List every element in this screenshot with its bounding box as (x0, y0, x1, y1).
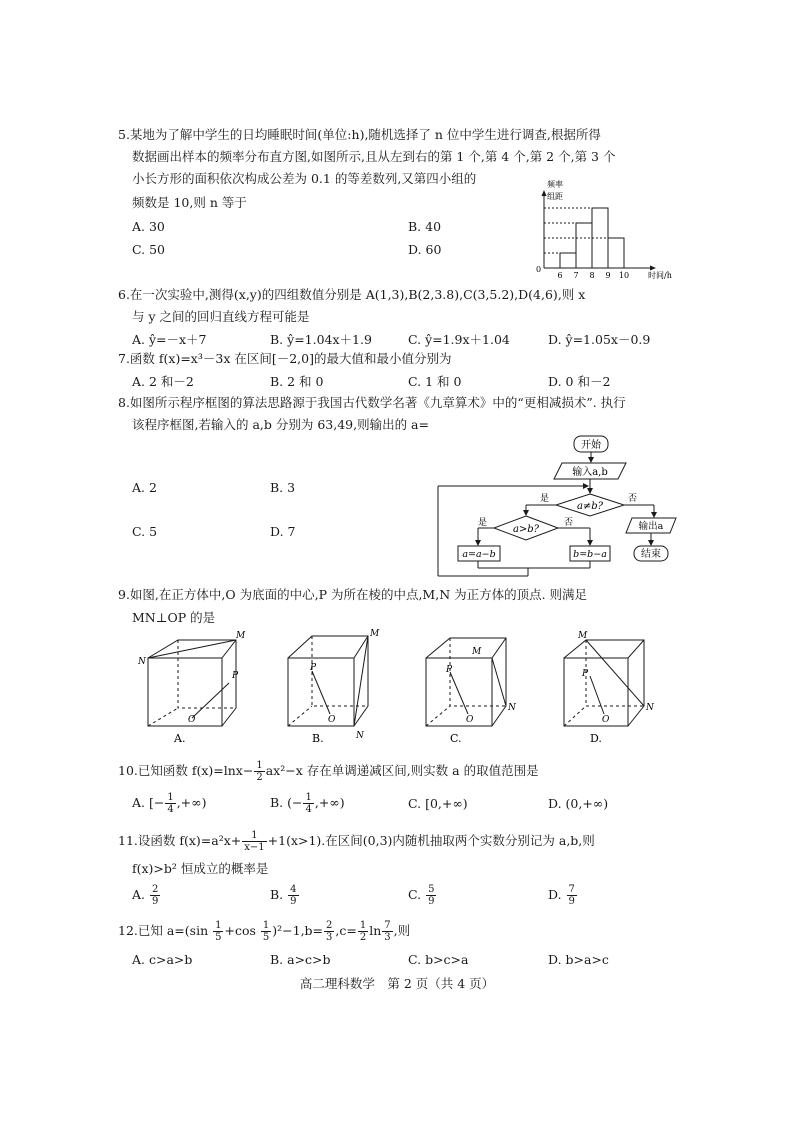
q12-stem (118, 918, 410, 944)
q12-frac-4-num: 1 (359, 920, 367, 931)
q12-stem-mid-2: )²−1,b= (272, 923, 324, 938)
q12-frac-3-den: 3 (326, 932, 333, 943)
flow-step-b-label: b=b−a (573, 549, 607, 560)
histogram-ylabel-bottom: 组距 (547, 192, 563, 201)
flow-end-label: 结束 (641, 549, 661, 560)
q12-option-b: B. a>c>b (270, 952, 331, 967)
histogram-ylabel-top: 频率 (547, 180, 563, 189)
q11-option-b-den: 9 (290, 896, 297, 907)
histogram-origin: 0 (536, 265, 542, 274)
q12-frac-2 (261, 920, 271, 943)
cube-a-label: A. (174, 732, 186, 745)
flow-input-label: 输入a,b (572, 467, 608, 478)
flow-output-label: 输出a (638, 521, 664, 532)
q7-option-c: C. 1 和 0 (408, 374, 462, 389)
cube-a-hidden-edge (148, 708, 178, 726)
q5-line-2: 数据画出样本的频率分布直方图,如图所示,且从左到右的第 1 个,第 4 个,第 2 个,第 3 个 (132, 149, 616, 164)
q5-option-d: D. 60 (408, 242, 442, 257)
histogram-x-ticks (557, 271, 629, 280)
q12-option-c: C. b>c>a (408, 952, 469, 967)
histogram-y-arrow (542, 190, 547, 196)
q10-option-b-pre: B. (− (270, 795, 303, 810)
cube-b-op (312, 671, 330, 714)
cube-c-top-right (426, 638, 506, 726)
cube-a-front (148, 658, 222, 726)
q10-stem-post: ax²−x 存在单调递减区间,则实数 a 的取值范围是 (265, 763, 539, 778)
histogram-tick-label: 10 (618, 271, 630, 280)
q8-line-1: 8.如图所示程序框图的算法思路源于我国古代数学名著《九章算术》中的“更相减损术”. 执行 (118, 395, 626, 410)
q11-option-b-label: B. (270, 887, 284, 902)
q12-stem-post: ,则 (393, 923, 411, 938)
q10-option-a-num: 1 (167, 792, 174, 803)
histogram-bar (576, 223, 592, 268)
q10-option-a-pre: A. [− (132, 795, 165, 810)
q6-option-b: B. ŷ=1.04x＋1.9 (270, 332, 372, 347)
q10-option-b-post: ,+∞) (314, 795, 345, 810)
cube-c-mn (492, 658, 506, 706)
histogram-bar (560, 253, 576, 268)
q11-option-b (270, 882, 300, 908)
q11-fraction (242, 830, 266, 853)
cube-b-p-label: P (310, 663, 317, 673)
flow-yes1-label: 是 (540, 494, 550, 504)
histogram-x-arrow (650, 266, 656, 271)
q9-cube-b (276, 628, 396, 746)
flow-step-a-label: a=a−b (462, 549, 496, 560)
cube-a-top-right (148, 640, 236, 726)
q12-frac-5-num: 7 (384, 920, 391, 931)
cube-d-o-label: O (602, 715, 610, 725)
cube-b-m-label: M (370, 629, 380, 639)
cube-a-m-label: M (236, 631, 246, 641)
cube-c-n-label: N (508, 703, 516, 713)
q6-line-1: 6.在一次实验中,测得(x,y)的四组数值分别是 A(1,3),B(2,3.8),C(3,5.2),D(4,6),则 x (118, 287, 586, 302)
q8-option-b: B. 3 (270, 480, 296, 495)
q11-option-c (408, 882, 437, 908)
q11-option-a-den: 9 (152, 896, 159, 907)
cube-d-m-label: M (578, 631, 588, 641)
q10-stem-pre: 10.已知函数 f(x)=lnx− (118, 763, 254, 778)
q10-option-c: C. [0,+∞) (408, 796, 468, 811)
q8-option-c: C. 5 (132, 524, 158, 539)
q12-stem-pre: 12.已知 a=(sin (118, 923, 209, 938)
q10-option-a-post: ,+∞) (176, 795, 207, 810)
cube-d-op (590, 676, 604, 714)
q6-option-a: A. ŷ=－x＋7 (132, 332, 207, 347)
cube-d-edge (628, 640, 644, 658)
q12-frac-1 (213, 920, 223, 943)
q11-option-d-label: D. (548, 887, 562, 902)
q11-option-c-label: C. (408, 887, 422, 902)
q10-option-a-fraction (165, 792, 175, 815)
page-footer: 高二理科数学 第 2 页（共 4 页） (299, 976, 495, 991)
cube-c-edge (492, 638, 506, 658)
q10-option-b-num: 1 (305, 792, 312, 803)
q11-frac-den: x−1 (244, 842, 265, 853)
histogram-bars (544, 208, 624, 268)
q11-option-a-fraction (150, 884, 160, 907)
q7-option-a: A. 2 和－2 (132, 374, 194, 389)
cube-b-mn (354, 636, 368, 726)
flow-no1-label: 否 (628, 494, 638, 504)
histogram-tick-label: 6 (557, 271, 563, 280)
histogram-tick-label: 9 (605, 271, 611, 280)
q12-frac-3 (324, 920, 334, 943)
q11-option-c-num: 5 (428, 884, 435, 895)
q5-line-4: 频数是 10,则 n 等于 (132, 195, 247, 210)
cube-c-p-label: P (446, 665, 453, 675)
q12-option-d: D. b>a>c (548, 952, 609, 967)
q9-cube-d (552, 628, 672, 746)
cube-b-o-label: O (328, 715, 336, 725)
q12-frac-5 (382, 920, 392, 943)
q7-option-b: B. 2 和 0 (270, 374, 324, 389)
q10-option-b-den: 4 (305, 804, 312, 815)
cube-b-label: B. (312, 732, 324, 745)
cube-d-n-label: N (646, 703, 654, 713)
q10-half-fraction (254, 760, 264, 783)
q11-option-d-den: 9 (568, 896, 575, 907)
q10-stem (118, 758, 539, 784)
q11-line-2: f(x)>b² 恒成立的概率是 (132, 861, 269, 876)
q6-line-2: 与 y 之间的回归直线方程可能是 (132, 309, 310, 324)
q9-cube-c (414, 628, 534, 746)
q12-frac-2-num: 1 (262, 920, 270, 931)
cube-b-hidden (312, 636, 368, 706)
q10-option-b (270, 790, 345, 816)
q5-line-1: 5.某地为了解中学生的日均睡眠时间(单位:h),随机选择了 n 位中学生进行调查,根据所得 (118, 127, 601, 142)
histogram-tick-label: 8 (589, 271, 595, 280)
histogram-xlabel: 时间/h (648, 271, 672, 280)
q10-option-d: D. (0,+∞) (548, 796, 609, 811)
cube-d-label: D. (590, 732, 602, 745)
cube-c-o-label: O (466, 715, 474, 725)
cube-c-label: C. (450, 732, 462, 745)
cube-d-p-label: P (582, 669, 589, 679)
q10-half-den: 2 (256, 772, 263, 783)
cube-c-hidden-edge (426, 706, 450, 726)
q11-frac-num: 1 (242, 830, 266, 842)
q10-option-b-fraction (303, 792, 313, 815)
flow-no2-label: 否 (564, 518, 574, 528)
q11-option-a (132, 882, 161, 908)
q12-frac-2-den: 5 (262, 932, 270, 943)
q11-option-d-num: 7 (568, 884, 575, 895)
q10-half-num: 1 (256, 760, 263, 771)
q12-frac-4 (358, 920, 368, 943)
cube-a-o-label: O (188, 715, 196, 725)
q11-stem-pre: 11.设函数 f(x)=a²x+ (118, 833, 242, 848)
q5-histogram (530, 178, 690, 280)
histogram-bar (608, 238, 624, 268)
cube-b-n-label: N (356, 731, 364, 741)
cube-d-hidden-edge (564, 706, 586, 726)
q8-line-2: 该程序框图,若输入的 a,b 分别为 63,49,则输出的 a= (132, 417, 429, 432)
q12-stem-mid-4: ln (369, 923, 382, 938)
q12-option-a: A. c>a>b (132, 952, 193, 967)
q12-frac-1-den: 5 (215, 932, 222, 943)
histogram-tick-label: 7 (573, 271, 579, 280)
q9-cube-a (136, 628, 256, 746)
q8-flowchart (432, 432, 692, 580)
q5-line-3: 小长方形的面积依次构成公差为 0.1 的等差数列,又第四小组的 (132, 171, 477, 186)
q12-frac-3-num: 2 (326, 920, 333, 931)
q7-line: 7.函数 f(x)=x³－3x 在区间[－2,0]的最大值和最小值分别为 (118, 351, 452, 366)
cube-c-m-label: M (472, 647, 482, 657)
cube-b-hidden-edge (288, 706, 312, 726)
flow-cond2-label: a>b? (512, 524, 540, 535)
q7-option-d: D. 0 和－2 (548, 374, 611, 389)
q11-option-b-fraction (288, 884, 298, 907)
q11-option-c-den: 9 (428, 896, 435, 907)
q6-option-d: D. ŷ=1.05x－0.9 (548, 332, 651, 347)
q11-option-a-label: A. (132, 887, 146, 902)
q11-stem (118, 828, 595, 854)
q5-option-b: B. 40 (408, 219, 442, 234)
q6-option-c: C. ŷ=1.9x＋1.04 (408, 332, 510, 347)
q5-option-c: C. 50 (132, 242, 165, 257)
q9-line-1: 9.如图,在正方体中,O 为底面的中心,P 为所在棱的中点,M,N 为正方体的顶点. 则满足 (118, 587, 588, 602)
cube-a-n-label: N (138, 657, 146, 667)
cube-a-mn (148, 640, 236, 658)
q11-option-b-num: 4 (290, 884, 297, 895)
q12-stem-mid-3: ,c= (335, 923, 357, 938)
cube-c-op (450, 672, 468, 714)
q9-line-2: MN⊥OP 的是 (132, 610, 216, 625)
flow-yes2-label: 是 (478, 518, 488, 528)
q11-stem-post: +1(x>1).在区间(0,3)内随机抽取两个实数分别记为 a,b,则 (267, 833, 595, 848)
q8-option-a: A. 2 (132, 480, 157, 495)
q8-option-d: D. 7 (270, 524, 296, 539)
q11-option-d-fraction (567, 884, 577, 907)
flow-cond1-label: a≠b? (576, 501, 604, 512)
q11-option-a-num: 2 (152, 884, 159, 895)
q10-option-a (132, 790, 206, 816)
q12-stem-mid-1: +cos (224, 923, 256, 938)
q11-option-c-fraction (426, 884, 436, 907)
q12-frac-1-num: 1 (215, 920, 222, 931)
flow-start-label: 开始 (581, 440, 601, 451)
q10-option-a-den: 4 (167, 804, 174, 815)
q5-option-a: A. 30 (132, 219, 165, 234)
q12-frac-4-den: 2 (359, 932, 367, 943)
q12-frac-5-den: 3 (384, 932, 391, 943)
q11-option-d (548, 882, 578, 908)
cube-a-p-label: P (232, 671, 239, 681)
cube-a-op (192, 683, 229, 718)
